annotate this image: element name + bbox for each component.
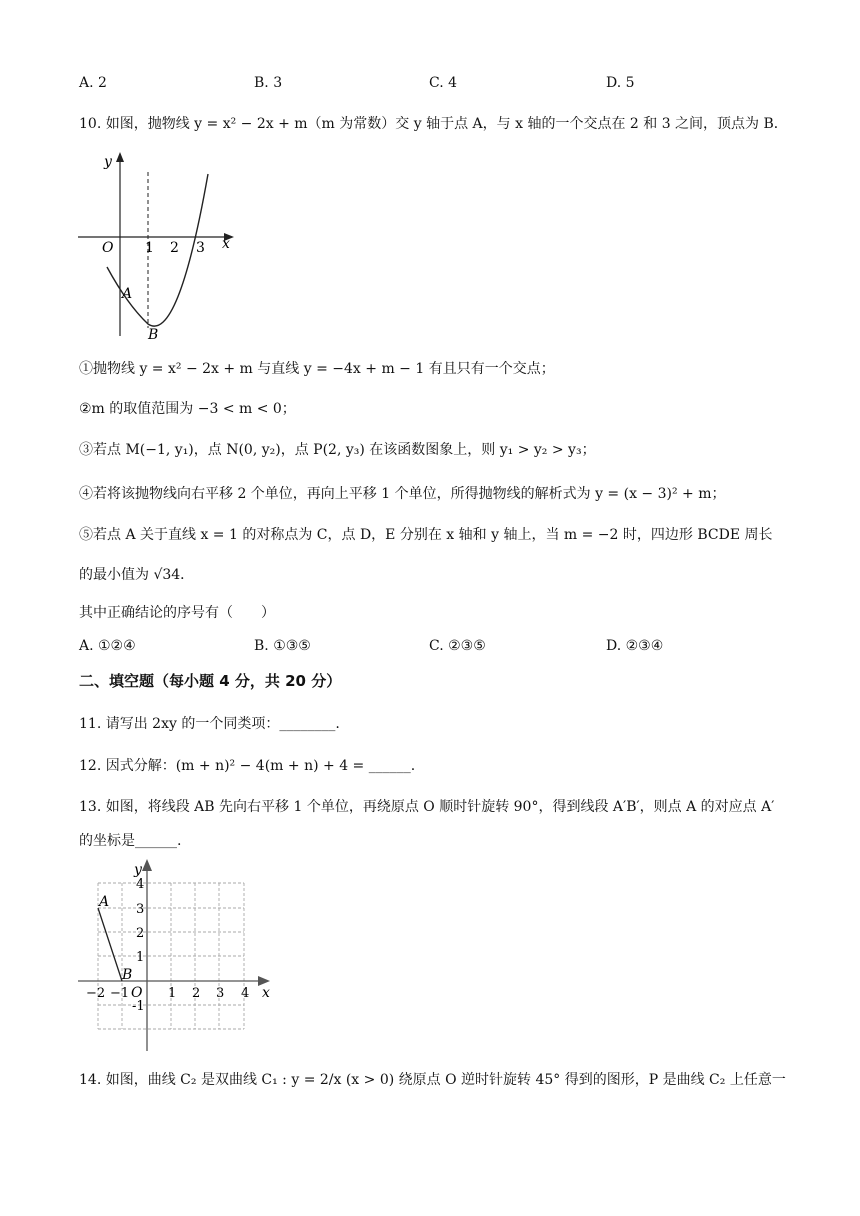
q9-option-a: A. 2: [79, 75, 107, 91]
q10-parabola-graph: [74, 146, 244, 346]
q10-option-d: D. ②③④: [606, 638, 664, 654]
q10-statement-4: ④若将该抛物线向右平移 2 个单位，再向上平移 1 个单位，所得抛物线的解析式为 y = (x − 3)² + m；: [79, 486, 726, 502]
y-tick-1: 1: [136, 950, 145, 965]
q9-option-c: C. 4: [429, 75, 458, 91]
graph-origin-label: O: [102, 240, 114, 256]
x-tick-3: 3: [216, 986, 225, 1001]
x-tick-4: 4: [241, 986, 250, 1001]
q10-option-b: B. ①③⑤: [254, 638, 311, 654]
q10-statement-5: ⑤若点 A 关于直线 x = 1 的对称点为 C，点 D，E 分别在 x 轴和 y 轴上，当 m = −2 时，四边形 BCDE 周长: [79, 527, 773, 543]
q11-text: 11. 请写出 2xy 的一个同类项：________.: [79, 716, 340, 732]
y-tick-3: 3: [136, 902, 145, 917]
q10-question: 其中正确结论的序号有（ ）: [79, 605, 275, 621]
q13-coordinate-graph: [76, 855, 276, 1055]
y-tick-2: 2: [136, 926, 145, 941]
q10-statement-2: ②m 的取值范围为 −3 < m < 0；: [79, 401, 296, 417]
graph-tick-1: 1: [145, 240, 154, 256]
q13-line-2: 的坐标是______.: [79, 833, 182, 849]
graph-point-b-label: B: [148, 327, 159, 343]
graph-y-label: y: [134, 862, 142, 878]
q10-option-a: A. ①②④: [79, 638, 136, 654]
q12-text: 12. 因式分解：(m + n)² − 4(m + n) + 4 = ______.: [79, 758, 416, 774]
q10-option-c: C. ②③⑤: [429, 638, 486, 654]
q14-text: 14. 如图，曲线 C₂ 是双曲线 C₁ : y = 2/x (x > 0) 绕原点 O 逆时针旋转 45° 得到的图形，P 是曲线 C₂ 上任意一: [79, 1072, 786, 1088]
graph-y-label: y: [104, 154, 112, 170]
graph-tick-3: 3: [196, 240, 205, 256]
q10-statement-3: ③若点 M(−1, y₁)，点 N(0, y₂)，点 P(2, y₃) 在该函数图象上，则 y₁ > y₂ > y₃；: [79, 442, 596, 458]
graph-x-label: x: [262, 985, 270, 1001]
q10-statement-1: ①抛物线 y = x² − 2x + m 与直线 y = −4x + m − 1 有且只有一个交点；: [79, 361, 555, 377]
q13-line-1: 13. 如图，将线段 AB 先向右平移 1 个单位，再绕原点 O 顺时针旋转 90°，得到线段 A′B′，则点 A 的对应点 A′: [79, 799, 775, 815]
section-title: 二、填空题（每小题 4 分，共 20 分）: [79, 672, 342, 690]
q10-stem: 10. 如图，抛物线 y = x² − 2x + m（m 为常数）交 y 轴于点 A，与 x 轴的一个交点在 2 和 3 之间，顶点为 B．: [79, 116, 788, 132]
x-tick-neg1: −1: [110, 986, 130, 1001]
q10-statement-5-cont: 的最小值为 √34．: [79, 567, 195, 583]
y-tick-4: 4: [136, 877, 145, 892]
parabola-curve: [107, 174, 208, 326]
x-tick-1: 1: [168, 986, 177, 1001]
y-axis-arrow: [142, 859, 152, 871]
q9-option-b: B. 3: [254, 75, 283, 91]
y-axis-arrow: [116, 152, 124, 162]
origin-label: O: [131, 985, 143, 1001]
segment-ab: [98, 908, 122, 981]
point-a-label: A: [99, 894, 110, 910]
q9-option-d: D. 5: [606, 75, 635, 91]
x-tick-neg2: −2: [86, 986, 106, 1001]
y-tick-neg1: -1: [132, 999, 145, 1014]
point-b-label: B: [122, 967, 133, 983]
graph-point-a-label: A: [122, 286, 133, 302]
graph-tick-2: 2: [170, 240, 179, 256]
graph-x-label: x: [222, 236, 230, 252]
x-tick-2: 2: [192, 986, 201, 1001]
grid-lines: [98, 883, 244, 1029]
